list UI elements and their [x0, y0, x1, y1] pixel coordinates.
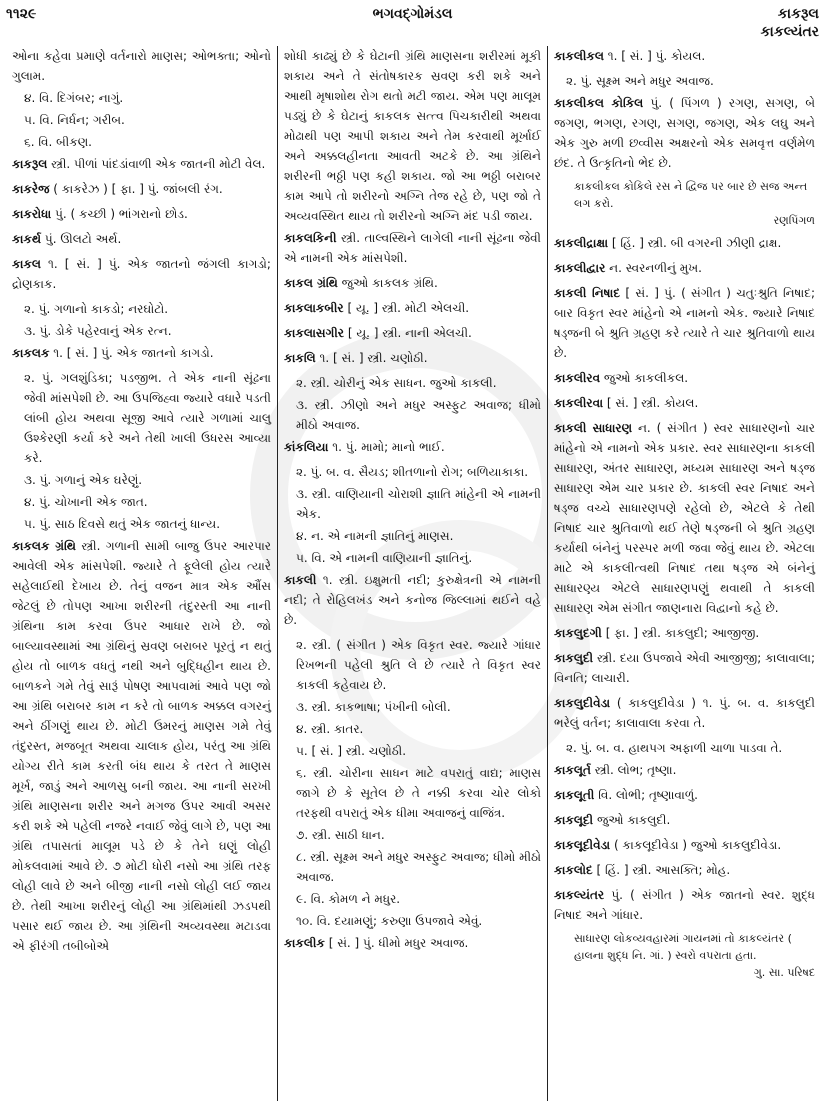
headword: કાકલીકલ કોકિલ: [554, 96, 644, 110]
dictionary-entry: [554, 93, 815, 173]
headword: કાકલ: [12, 257, 41, 271]
dictionary-entry: [554, 233, 815, 253]
headword: કાકલૂતી: [554, 788, 595, 802]
definition: જુઓ કાકલુદી.: [596, 813, 671, 827]
headword: કાકલુદીવેડા: [554, 696, 611, 710]
definition: ૧. [ સં. ] પું. એક જાતનો કાગડો.: [53, 346, 214, 360]
dictionary-entry: [284, 348, 541, 368]
dictionary-entry: [554, 623, 815, 643]
dictionary-entry: [284, 437, 541, 457]
dictionary-title: ભગવદ્ગોમંડલ: [372, 6, 453, 22]
headword: કાકલક: [12, 346, 50, 360]
sense-definition: ૪. વિ. દિગંબર; નાગું.: [24, 91, 124, 105]
column-right: [548, 46, 821, 1101]
headword: કાકલુદગી: [554, 626, 602, 640]
definition: પું. ( કચ્છી ) ભાંગરાનો છોડ.: [55, 207, 188, 221]
sense-definition: ૯. વિ. કોમળ ને મધુર.: [296, 892, 401, 906]
sense-definition: ૨. પું. ગલશુંડિકા; પડજીભ. તે એક નાની સૂંઢના જેવી માંસપેશી છે. આ ઉપજિહ્વા જ્યારે વધારે પડતી લાંબી હોય અથવા સૂજી આવે ત્યારે ગળામાં ચાલુ ઉશ્કેરણી કર્યા કરે અને તેથી ખાલી ઉધરસ આવ્યા કરે.: [24, 371, 271, 465]
headword: કાકલી સાધારણ: [554, 421, 633, 435]
headword: કાકલૂર્ત: [554, 763, 591, 777]
sense-definition: ૬. વિ. બીકણ.: [24, 135, 92, 149]
dictionary-entry: [554, 760, 815, 780]
dictionary-entry: [12, 536, 271, 956]
definition: [ ફા. ] સ્ત્રી. કાકલુદી; આજીજી.: [605, 626, 760, 640]
definition: ન. ( સંગીત ) સ્વર સાધારણનો ચાર માંહેનો એ નામનો એક પ્રકાર. સ્વર સાધારણના કાકલી સાધારણ, અંતર સાધારણ, મધ્યમ સાધારણ અને ષડ્જ સાધારણ એમ ચાર પ્રકાર છે. કાકલી સ્વર નિષાદ અને ષડ્જ વચ્ચે સાધારણપણે રહેલો છે, એટલે કે તેથી નિષાદ ચાર શ્રુતિવાળો થઈ તેણે ષડ્જની બે શ્રુતિ ગ્રહણ કર્યાથી બંનેનું પરસ્પર મળી જવા જેવું થાય છે. એટલા માટે એ કાકલીત્વથી નિષાદ તથા ષડ્જ એ બંનેનું સાધારણ્ય એટલે સાધારણપણું થવાથી તે કાકલી સાધારણ એમ સંગીત જાણનારા વિદ્વાનો કહે છે.: [554, 421, 815, 615]
sense-definition: ૫. વિ. એ નામની વાણિયાની જ્ઞાતિનું.: [296, 551, 473, 565]
sense-definition: ૩. સ્ત્રી. વાણિયાની ચોરાશી જ્ઞાતિ માંહેની એ નામની એક.: [296, 487, 541, 521]
definition: [ યૂ. ] સ્ત્રી. નાની એલચી.: [347, 326, 472, 340]
sense-definition: ૨. પું. સૂક્ષ્મ અને મધુર અવાજ.: [566, 74, 714, 88]
headword: કાકર્થ: [12, 232, 42, 246]
dictionary-entry: [284, 323, 541, 343]
sense-definition: ૨. પું. ગળાનો કાકડો; નરઘોટો.: [24, 302, 169, 316]
dictionary-columns: [6, 46, 821, 1101]
quote-source: રણપિંગળ: [773, 214, 815, 227]
definition: જુઓ કાકલીકલ.: [603, 371, 689, 385]
sense-definition: ૩. પું. ડોકે પહેરવાનું એક રત્ન.: [24, 324, 172, 338]
dictionary-entry: [554, 46, 815, 66]
definition: પું. ઊલટો અર્થ.: [44, 232, 122, 246]
dictionary-entry: [12, 254, 271, 294]
dictionary-entry: [554, 393, 815, 413]
dictionary-entry: [284, 570, 541, 630]
definition: ૧. [ સં. ] સ્ત્રી. ચણોઠી.: [319, 351, 428, 365]
headword: કાકલાકબીર: [284, 301, 344, 315]
sense-definition: ૫. વિ. નિર્ધન; ગરીબ.: [24, 113, 125, 127]
dictionary-entry: [554, 368, 815, 388]
definition: ૧. પું. મામો; માનો ભાઈ.: [332, 440, 445, 454]
definition: સ્ત્રી. ગળાની સામી બાજુ ઉપર આરપાર આવેલી એક માંસપેશી. જ્યારે તે ફૂલેલી હોય ત્યારે સહેલાઈથી દેખાય છે. તેનું વજન માત્ર એક ઔંસ જેટલું છે તોપણ આખા શરીરની તંદુરસ્તી આ નાની ગ્રંથિના કામ કરવા ઉપર આધાર રાખે છે. જો બાલ્યાવસ્થામાં આ ગ્રંથિનું સ્રવણ બરાબર પૂરતું ન થતું હોય તો બાળક વધતું નથી અને બુદ્ધિહીન થાય છે. બાળકને ગમે તેવું સારૂં પોષણ આપવામાં આવે પણ જો આ ગ્રંથિ બરાબર કામ ન કરે તો બાળક અક્કલ વગરનું અને ઠીંગણું થાય છે. મોટી ઉમરનું માણસ ગમે તેવું તંદુરસ્ત, મજબૂત અથવા ચાલાક હોય, પરંતુ આ ગ્રંથિ યોગ્ય રીતે કામ કરતી બંધ થાય કે તરત તે માણસ મૂર્ખ, જાડું અને આળસુ બની જાય. આ નાની સરખી ગ્રંથિ માણસના શરીર અને મગજ ઉપર આવી અસર કરી શકે એ પહેલી નજરે નવાઈ જેવું લાગે છે, પણ આ ગ્રંથિ તપાસતાં માલૂમ પડે છે કે તેને ઘણું લોહી મોકલવામાં આવે છે. ૭ મોટી ધોરી નસો આ ગ્રંથિ તરફ લોહી લાવે છે અને બીજી નાની નસો લોહી લઈ જાય છે. તેથી આખા શરીરનું લોહી આ ગ્રંથિમાંથી ઝડપથી પસાર થઈ જાય છે. આ ગ્રંથિની અવ્યવસ્થા મટાડવા એ ફીરંગી તબીબોએ: [12, 539, 271, 953]
dictionary-entry: [12, 229, 271, 249]
headword: કાકલકિની: [284, 231, 337, 245]
definition: ( કાકરેઝ ) [ ફા. ] પું. જાંબલી રંગ.: [53, 182, 223, 196]
dictionary-entry: [554, 258, 815, 278]
headword: કાકલોદ: [554, 863, 593, 877]
headword: કાકલુદી: [554, 651, 594, 665]
headword: કાકલાસગીર: [284, 326, 345, 340]
definition: [ હિં. ] સ્ત્રી. બી વગરની ઝીણી દ્રાક્ષ.: [611, 236, 782, 250]
headword: કાકરેજ: [12, 182, 50, 196]
sense-definition: ૭. સ્ત્રી. સાઠી ધાન.: [296, 828, 385, 842]
sense-definition: ૮. સ્ત્રી. સૂક્ષ્મ અને મધુર અસ્ફુટ અવાજ; ધીમો મીઠો અવાજ.: [296, 850, 541, 884]
dictionary-entry: [554, 810, 815, 830]
headword: કાકલ્યંતર: [554, 888, 605, 902]
sense-definition: ૫. પું. સાઠ દિવસે થતું એક જાતનું ધાન્ય.: [24, 517, 221, 531]
sense-definition: ૨. સ્ત્રી. ચોરીનું એક સાધન. જુઓ કાકલી.: [296, 376, 497, 390]
quote-text: કાકલીકલ કોકિલે રસ ને દ્વિજ પર બાર છે સજ અન્ત લગ કરો.: [574, 180, 808, 210]
dictionary-entry: [554, 835, 815, 855]
citation-quote: [554, 930, 815, 981]
definition: [ યૂ. ] સ્ત્રી. મોટી એલચી.: [347, 301, 470, 315]
headword: કાકલીદ્વાર: [554, 261, 606, 275]
headword: કાંકલિયા: [284, 440, 329, 454]
dictionary-entry: [554, 860, 815, 880]
headword: કાકલીદ્રાક્ષા: [554, 236, 609, 250]
quote-source: ગુ. સા. પરિષદ: [753, 966, 815, 979]
sense-definition: ૪. સ્ત્રી. કાતર.: [296, 722, 364, 736]
headword: કાકરોધા: [12, 207, 52, 221]
guide-word-last: કાકલ્યંતર: [760, 24, 819, 40]
definition: [ હિં. ] સ્ત્રી. આસક્તિ; મોહ.: [596, 863, 731, 877]
definition: [ સં. ] પું. ( સંગીત ) ચતુઃશ્રુતિ નિષાદ; બાર વિકૃત સ્વર માંહેનો એ નામનો એક. જ્યારે નિષાદ ષડ્જની બે શ્રુતિ ગ્રહણ કરે ત્યારે તે ચાર શ્રુતિવાળો થાય છે.: [554, 286, 815, 360]
sense-definition: ૩. સ્ત્રી. ઝીણો અને મધુર અસ્ફુટ અવાજ; ધીમો મીઠો અવાજ.: [296, 398, 541, 432]
definition: વિ. લોભી; તૃષ્ણાવાળું.: [598, 788, 698, 802]
definition: ( કાકલૂદીવેડા ) જુઓ કાકલુદીવેડા.: [613, 838, 782, 852]
headword: કાકલીક: [284, 936, 325, 950]
headword: કાકલી: [284, 573, 317, 587]
page-header: [0, 4, 825, 44]
dictionary-entry: [554, 283, 815, 363]
citation-quote: [554, 178, 815, 229]
sense-definition: ૩. પું. ગળાનું એક ઘરેણું.: [24, 473, 143, 487]
dictionary-entry: [554, 648, 815, 688]
dictionary-entry: [12, 204, 271, 224]
definition: [ સં. ] સ્ત્રી. કોયલ.: [606, 396, 699, 410]
sense-definition: ૨. પું. બ. વ. સૈયડ; શીતળાનો રોગ; બળિયાકાકા.: [296, 465, 529, 479]
dictionary-entry: [12, 154, 271, 174]
headword: કાકલીકલ: [554, 49, 604, 63]
quote-text: સાધારણ લોકવ્યવહારમાં ગાયનમાં તો કાકલ્યંતર ( હાલના શુદ્ધ નિ. ગાં. ) સ્વરો વપરાતા હતા.: [574, 932, 792, 962]
page-number: ૧૧૨૯: [6, 6, 37, 22]
headword: કાકલક ગ્રંથિ: [12, 539, 76, 553]
sense-definition: ૩. સ્ત્રી. કાકભાષા; પંખીની બોલી.: [296, 700, 451, 714]
definition: સ્ત્રી. પીળાં પાંદડાંવાળી એક જાતની મોટી વેલ.: [51, 157, 266, 171]
headword: કાકરૂલ: [12, 157, 48, 171]
dictionary-entry: [284, 228, 541, 268]
headword: કાકલીરવ: [554, 371, 601, 385]
sense-definition: ૪. ન. એ નામની જ્ઞાતિનું માણસ.: [296, 529, 454, 543]
definition: પું. ( પિંગળ ) રગણ, સગણ, બે જગણ, ભગણ, રગણ, સગણ, જગણ, એક લઘુ અને એક ગુરુ મળી છવ્વીસ અક્ષરનો એક સમવૃત્ત વર્ણમેળ છંદ. તે ઉત્કૃતિનો ભેદ છે.: [554, 96, 815, 170]
continued-text: ઓના કહેવા પ્રમાણે વર્તનારો માણસ; ઓભક્તા; ઓનો ગુલામ.: [12, 49, 271, 83]
dictionary-entry: [554, 693, 815, 733]
definition: સ્ત્રી. તાલ્વસ્થિને લાગેલી નાની સૂંઢના જેવી એ નામની એક માંસપેશી.: [284, 231, 541, 265]
dictionary-entry: [554, 418, 815, 618]
definition: ૧. સ્ત્રી. ઇક્ષુમતી નદી; કુરુક્ષેત્રની એ નામની નદી; તે રોહિલખંડ અને કનોજ જિલ્લામાં થઈને વહે છે.: [284, 573, 541, 627]
sense-definition: ૪. પું. ચોખાની એક જાત.: [24, 495, 148, 509]
dictionary-entry: [284, 933, 541, 953]
headword: કાકલીરવા: [554, 396, 604, 410]
dictionary-entry: [284, 273, 541, 293]
definition: સ્ત્રી. દયા ઉપજાવે એવી આજીજી; કાલાવાલા; વિનતિ; લાચારી.: [554, 651, 815, 685]
definition: પું. ( સંગીત ) એક જાતનો સ્વર. શુદ્ધ નિષાદ અને ગાંધાર.: [554, 888, 815, 922]
headword: કાકલૂદીવેડા: [554, 838, 611, 852]
dictionary-entry: [554, 885, 815, 925]
sense-definition: ૬. સ્ત્રી. ચોરીના સાધન માટે વપરાતું વાદ્ય; માણસ જાગે છે કે સૂતેલ છે તે નક્કી કરવા ચોર લોકો તરફથી વપરાતું એક ધીમા અવાજનું વાજિંત્ર.: [296, 766, 541, 820]
column-middle: [278, 46, 548, 1101]
continued-text: શોધી કાઢ્યું છે કે ઘેટાની ગ્રંથિ માણસના શરીરમાં મૂકી શકાય અને તે સંતોષકારક સ્રવણ કરી શકે અને આથી મૃષાશોથ રોગ થતો મટી જાય. એમ પણ માલૂમ પડ્યું છે કે ઘેટાનું કાકલક સત્ત્વ પિચકારીથી અથવા મોઢાથી પણ આપી શકાય અને તેમ કરવાથી મૂર્ખાઈ અને અક્કલહીનતા આવતી અટકે છે. આ ગ્રંથિને શરીરની ભઠ્ઠી પણ કહી શકાય. જો આ ભઠ્ઠી બરાબર કામ આપે તો શરીરનો અગ્નિ તેજ રહે છે, પણ જો તે અવ્યવસ્થિત થાય તો શરીરનો અગ્નિ મંદ પડી જાય.: [284, 49, 541, 223]
sense-definition: ૨. સ્ત્રી. ( સંગીત ) એક વિકૃત સ્વર. જ્યારે ગાંધાર રિખભની પહેલી શ્રુતિ લે છે ત્યારે તે વિકૃત સ્વર કાકલી કહેવાય છે.: [296, 638, 541, 692]
dictionary-entry: [12, 179, 271, 199]
definition: જુઓ કાકલક ગ્રંથિ.: [341, 276, 438, 290]
dictionary-entry: [284, 298, 541, 318]
dictionary-entry: [554, 785, 815, 805]
headword: કાકલિ: [284, 351, 316, 365]
dictionary-entry: [12, 343, 271, 363]
column-left: [6, 46, 278, 1101]
definition: ન. સ્વરનળીનું મુખ.: [609, 261, 702, 275]
headword: કાકલ ગ્રંથિ: [284, 276, 338, 290]
definition: સ્ત્રી. લોભ; તૃષ્ણા.: [594, 763, 677, 777]
guide-word-first: કાકરૂલ: [777, 6, 819, 22]
sense-definition: ૨. પું. બ. વ. હાથપગ અફાળી ચાળા પાડવા તે.: [566, 741, 783, 755]
sense-definition: ૧૦. વિ. દયામણું; કરુણા ઉપજાવે એવું.: [296, 914, 483, 928]
definition: ( કાકલુદીવેડા ) ૧. પું. બ. વ. કાકલુદી ભરેલું વર્તન; કાલાવાલા કરવા તે.: [554, 696, 815, 730]
sense-definition: ૫. [ સં. ] સ્ત્રી. ચણોઠી.: [296, 744, 407, 758]
definition: [ સં. ] પું. ધીમો મધુર અવાજ.: [328, 936, 469, 950]
headword: કાકલૂદી: [554, 813, 594, 827]
definition: ૧. [ સં. ] પું. એક જાતનો જંગલી કાગડો; દ્રોણકાક.: [12, 257, 271, 291]
definition: ૧. [ સં. ] પું. કોયલ.: [607, 49, 706, 63]
headword: કાકલી નિષાદ: [554, 286, 621, 300]
